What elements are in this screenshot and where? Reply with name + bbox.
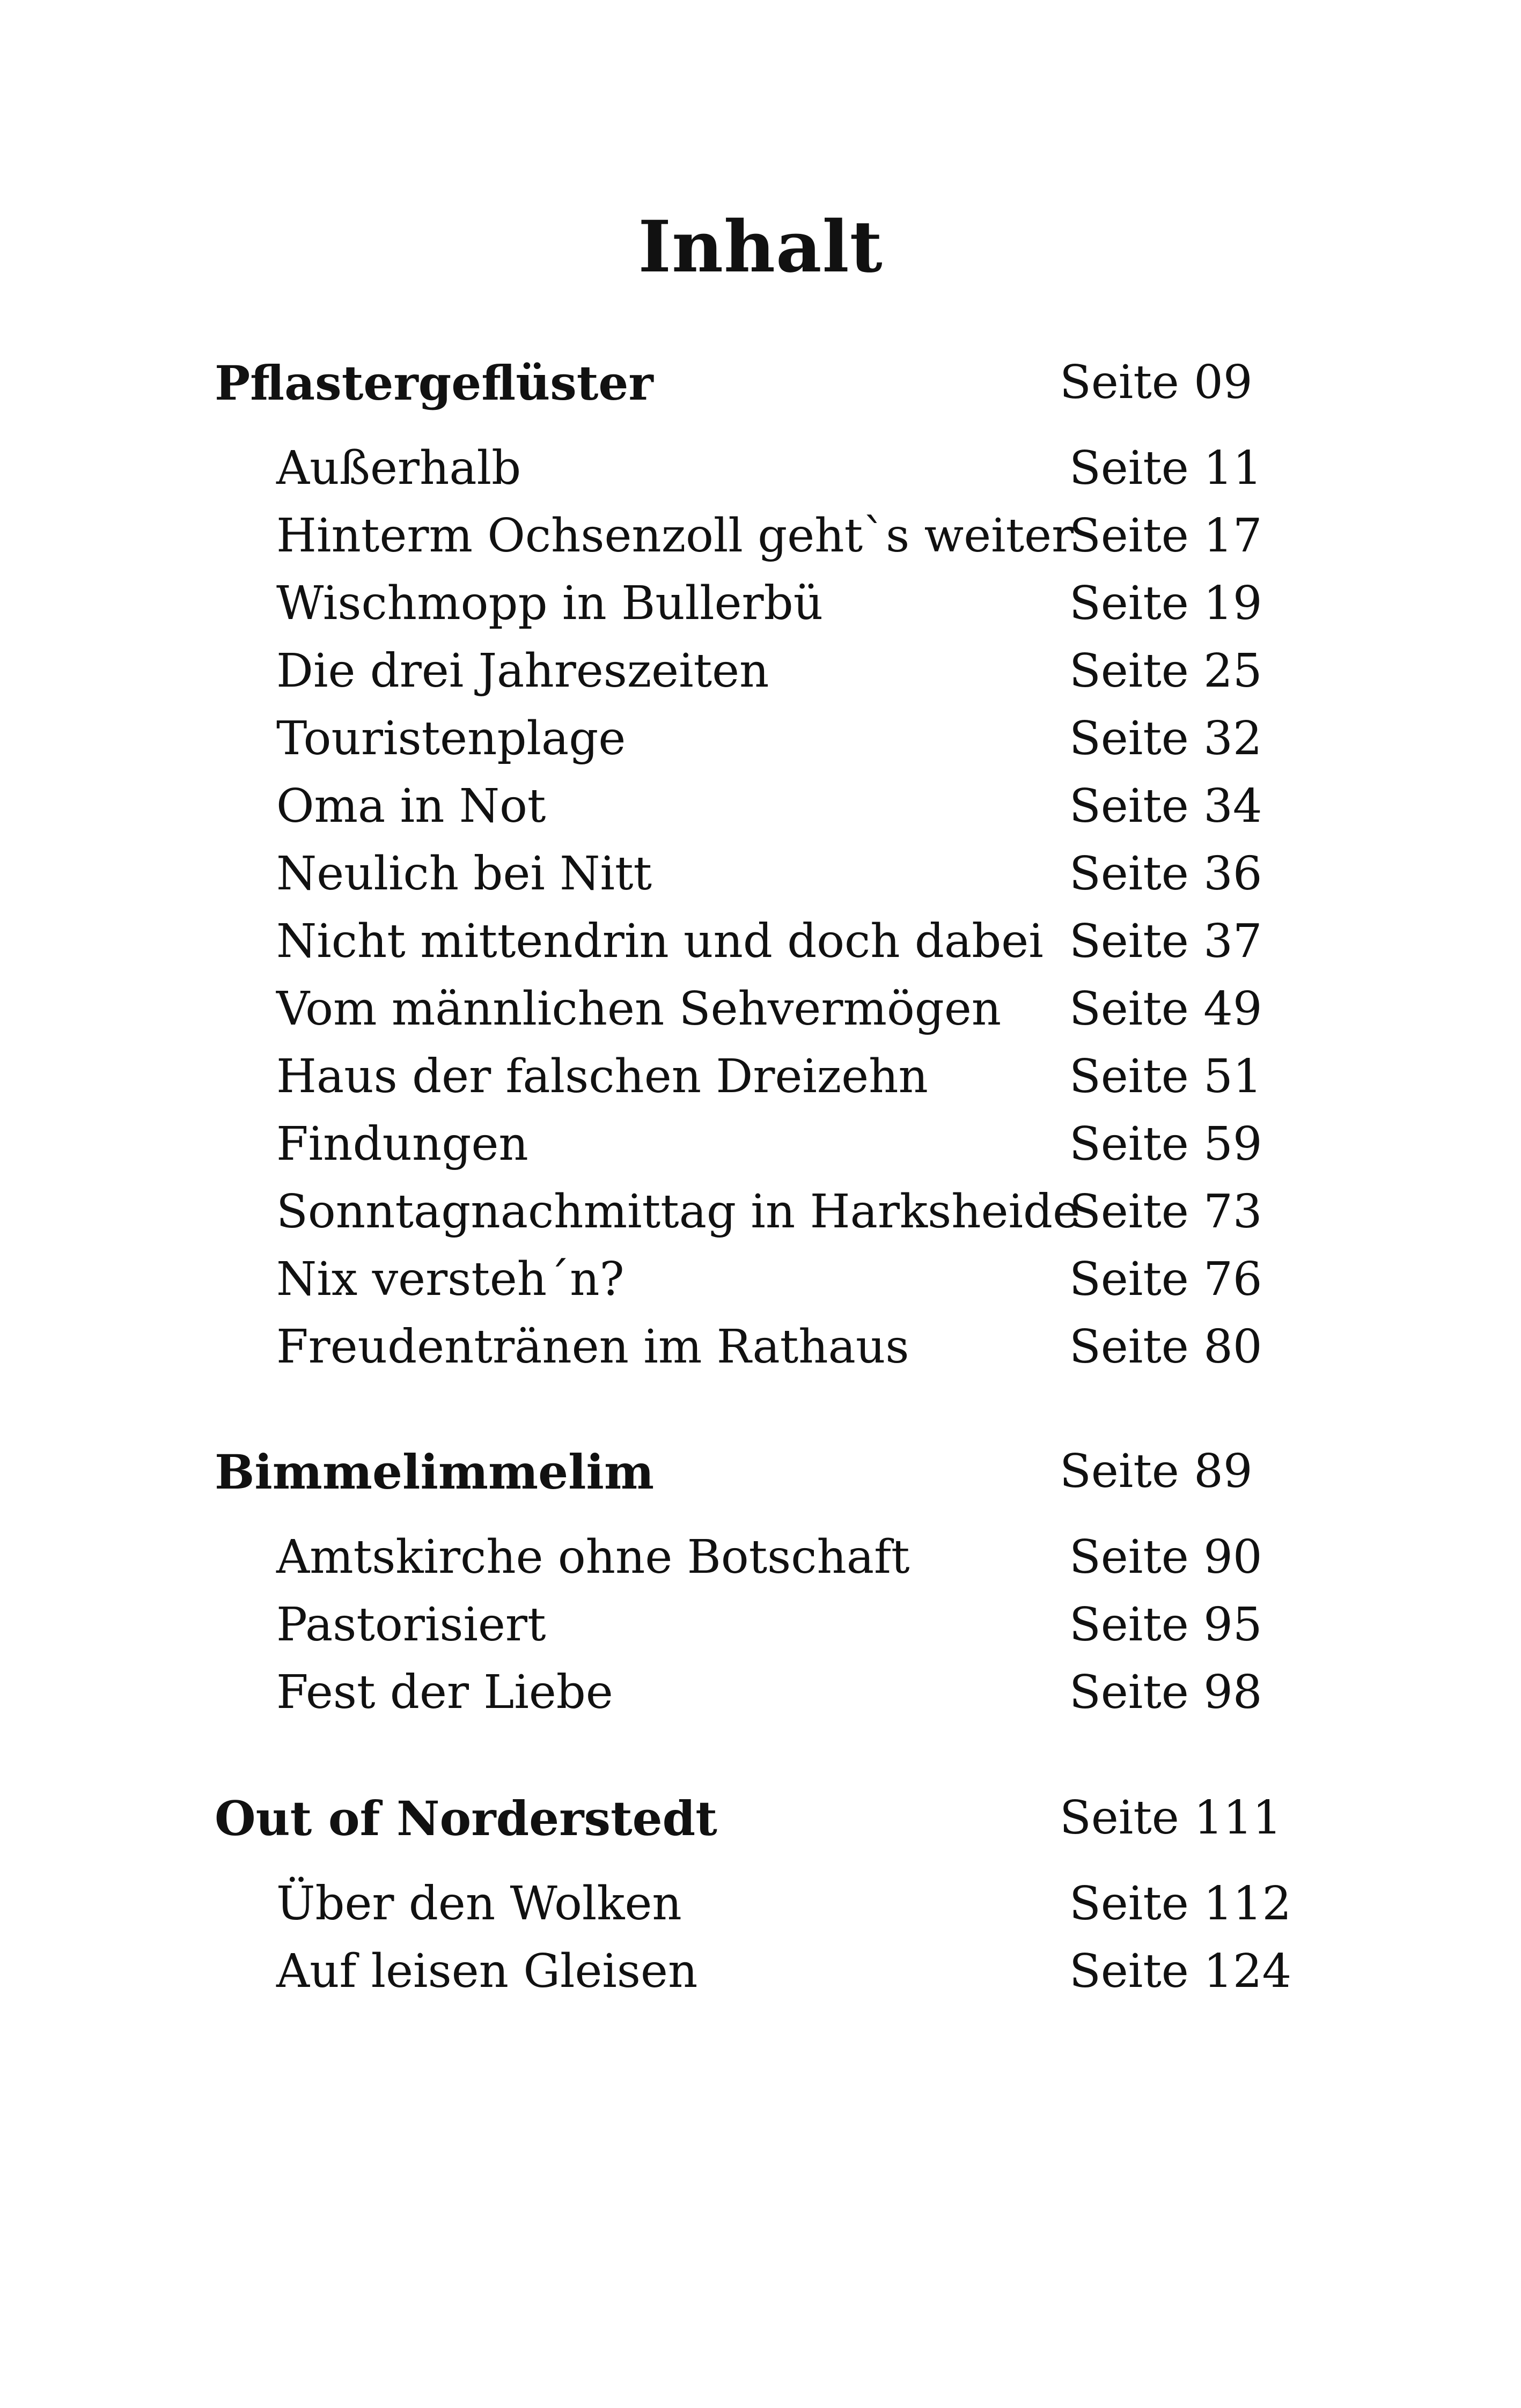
entry-title: Über den Wolken [276, 1877, 682, 1931]
toc-entry[interactable] [276, 847, 1262, 901]
section-title: Out of Norderstedt [215, 1791, 717, 1846]
entry-page-number: Seite 11 [1069, 441, 1262, 495]
entry-page-number: Seite 95 [1069, 1598, 1262, 1652]
entry-title: Amtskirche ohne Botschaft [276, 1530, 910, 1584]
toc-entry[interactable] [276, 577, 1262, 630]
entry-page-number: Seite 17 [1069, 509, 1262, 563]
toc-entry[interactable] [276, 1185, 1262, 1239]
entry-page-number: Seite 37 [1069, 915, 1262, 968]
toc-entry[interactable] [276, 1877, 1292, 1931]
section-page-number: Seite 09 [1060, 356, 1253, 409]
entry-title: Vom männlichen Sehvermögen [276, 982, 1002, 1036]
toc-entry[interactable] [276, 779, 1262, 833]
toc-entry[interactable] [276, 982, 1262, 1036]
entry-page-number: Seite 112 [1069, 1877, 1292, 1931]
toc-entry[interactable] [276, 1666, 1262, 1719]
entry-title: Sonntagnachmittag in Harksheide [276, 1185, 1080, 1239]
entry-title: Nicht mittendrin und doch dabei [276, 915, 1044, 968]
entry-page-number: Seite 98 [1069, 1666, 1262, 1719]
entry-page-number: Seite 49 [1069, 982, 1262, 1036]
entry-page-number: Seite 51 [1069, 1050, 1262, 1103]
toc-entry[interactable] [276, 644, 1262, 698]
entry-page-number: Seite 80 [1069, 1320, 1262, 1374]
entry-page-number: Seite 25 [1069, 644, 1262, 698]
entry-title: Freudentränen im Rathaus [276, 1320, 909, 1374]
section-page-number: Seite 111 [1060, 1791, 1282, 1845]
entry-page-number: Seite 73 [1069, 1185, 1262, 1239]
entry-page-number: Seite 76 [1069, 1253, 1262, 1306]
page-title: Inhalt [638, 205, 883, 289]
toc-entry[interactable] [276, 1320, 1262, 1374]
entry-page-number: Seite 124 [1069, 1945, 1292, 1998]
section-title: Pflastergeflüster [215, 355, 653, 411]
entry-title: Findungen [276, 1117, 528, 1171]
entry-page-number: Seite 59 [1069, 1117, 1262, 1171]
entry-title: Pastorisiert [276, 1598, 546, 1652]
entry-title: Neulich bei Nitt [276, 847, 652, 901]
toc-entry[interactable] [276, 712, 1262, 765]
entry-title: Wischmopp in Bullerbü [276, 577, 824, 630]
entry-title: Oma in Not [276, 779, 546, 833]
toc-entry[interactable] [276, 1117, 1262, 1171]
entry-page-number: Seite 90 [1069, 1530, 1262, 1584]
toc-section-heading[interactable] [215, 355, 1253, 411]
toc-entry[interactable] [276, 509, 1262, 563]
toc-entry[interactable] [276, 1050, 1262, 1103]
toc-entry[interactable] [276, 1945, 1292, 1998]
entry-page-number: Seite 19 [1069, 577, 1262, 630]
entry-title: Haus der falschen Dreizehn [276, 1050, 928, 1103]
toc-entry[interactable] [276, 1598, 1262, 1652]
entry-page-number: Seite 36 [1069, 847, 1262, 901]
entry-title: Die drei Jahreszeiten [276, 644, 769, 698]
toc-entry[interactable] [276, 1530, 1262, 1584]
entry-title: Auf leisen Gleisen [276, 1945, 698, 1998]
toc-entry[interactable] [276, 915, 1262, 968]
entry-title: Außerhalb [276, 441, 521, 495]
toc-entry[interactable] [276, 441, 1262, 495]
entry-title: Touristenplage [276, 712, 626, 765]
entry-title: Hinterm Ochsenzoll geht`s weiter [276, 509, 1074, 563]
toc-section-heading[interactable] [215, 1791, 1282, 1846]
entry-page-number: Seite 34 [1069, 779, 1262, 833]
entry-title: Nix versteh´n? [276, 1253, 624, 1306]
section-title: Bimmelimmelim [215, 1444, 655, 1500]
toc-entry[interactable] [276, 1253, 1262, 1306]
section-page-number: Seite 89 [1060, 1445, 1253, 1498]
entry-title: Fest der Liebe [276, 1666, 613, 1719]
toc-section-heading[interactable] [215, 1444, 1253, 1500]
entry-page-number: Seite 32 [1069, 712, 1262, 765]
